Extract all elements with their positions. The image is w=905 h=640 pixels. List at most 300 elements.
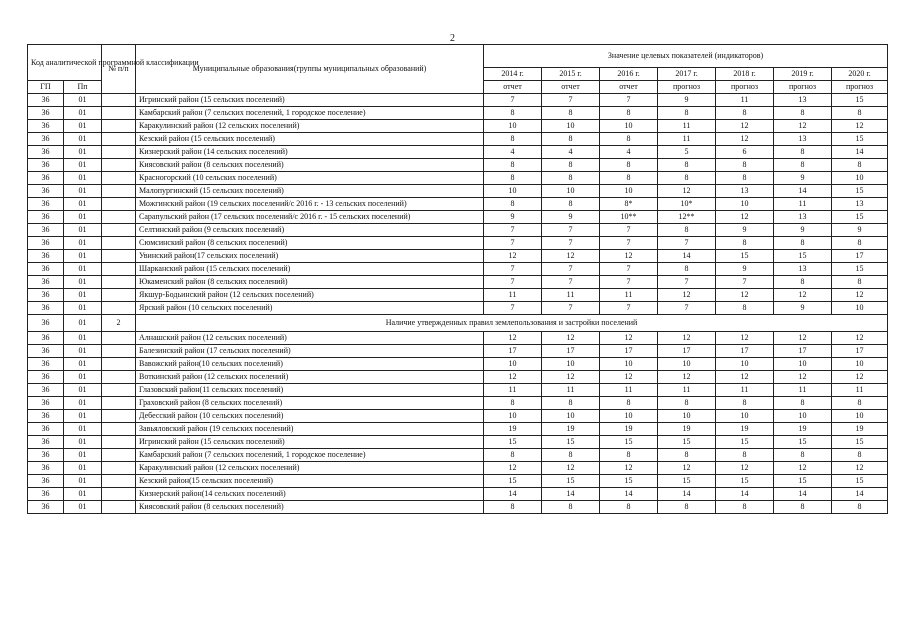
pp-code: 01 <box>64 224 102 237</box>
table-row <box>28 276 888 289</box>
row-number <box>102 475 136 488</box>
municipality-name: Алнашский район (12 сельских поселений) <box>136 332 484 345</box>
indicator-value: 12 <box>832 462 888 475</box>
table-row <box>28 397 888 410</box>
pp-code: 01 <box>64 475 102 488</box>
gp-code: 36 <box>28 146 64 159</box>
table-row <box>28 345 888 358</box>
row-number <box>102 237 136 250</box>
section-number: 2 <box>102 315 136 332</box>
indicator-value: 8 <box>484 133 542 146</box>
indicator-value: 19 <box>600 423 658 436</box>
gp-code: 36 <box>28 410 64 423</box>
indicator-value: 15 <box>542 436 600 449</box>
indicator-value: 19 <box>484 423 542 436</box>
gp-code: 36 <box>28 159 64 172</box>
gp-code: 36 <box>28 501 64 514</box>
table-row <box>28 289 888 302</box>
gp-code: 36 <box>28 263 64 276</box>
indicator-value: 15 <box>774 436 832 449</box>
municipality-name: Граховский район (8 сельских поселений) <box>136 397 484 410</box>
indicator-value: 8 <box>484 449 542 462</box>
indicator-value: 8 <box>600 397 658 410</box>
indicator-value: 12 <box>658 462 716 475</box>
indicator-value: 11 <box>484 289 542 302</box>
indicator-value: 7 <box>484 263 542 276</box>
indicator-value: 8 <box>832 276 888 289</box>
indicator-value: 17 <box>774 345 832 358</box>
indicator-value: 8 <box>484 397 542 410</box>
municipality-name: Завьяловский район (19 сельских поселений) <box>136 423 484 436</box>
indicator-value: 8 <box>658 449 716 462</box>
indicator-value: 12 <box>716 120 774 133</box>
indicator-value: 10 <box>600 185 658 198</box>
table-row <box>28 198 888 211</box>
indicator-value: 10 <box>600 410 658 423</box>
pp-code: 01 <box>64 397 102 410</box>
table-row <box>28 94 888 107</box>
year-header: 2019 г. <box>774 68 832 81</box>
indicator-value: 14 <box>542 488 600 501</box>
indicator-value: 8 <box>542 133 600 146</box>
municipality-name: Каракулинский район (12 сельских поселений) <box>136 120 484 133</box>
indicator-value: 10 <box>600 120 658 133</box>
gp-code: 36 <box>28 198 64 211</box>
indicator-value: 7 <box>716 276 774 289</box>
municipality-name: Юкаменский район (8 сельских поселений) <box>136 276 484 289</box>
indicator-value: 8 <box>774 146 832 159</box>
gp-header: ГП <box>28 81 64 94</box>
pp-code: 01 <box>64 237 102 250</box>
indicator-value: 8 <box>716 449 774 462</box>
indicator-value: 12 <box>658 371 716 384</box>
indicator-value: 7 <box>600 263 658 276</box>
indicator-value: 15 <box>832 263 888 276</box>
indicator-value: 11 <box>658 120 716 133</box>
municipality-name: Киясовский район (8 сельских поселений) <box>136 159 484 172</box>
pp-code: 01 <box>64 133 102 146</box>
municipality-name: Каракулинский район (12 сельских поселений) <box>136 462 484 475</box>
indicator-value: 8 <box>542 397 600 410</box>
indicator-value: 12 <box>774 462 832 475</box>
indicator-value: 4 <box>542 146 600 159</box>
indicator-value: 8 <box>542 449 600 462</box>
indicator-value: 15 <box>832 133 888 146</box>
gp-code: 36 <box>28 332 64 345</box>
municipality-name: Киясовский район (8 сельских поселений) <box>136 501 484 514</box>
indicator-value: 12 <box>542 371 600 384</box>
row-number <box>102 436 136 449</box>
municipality-name: Кезский район(15 сельских поселений) <box>136 475 484 488</box>
municipality-name: Селтинский район (9 сельских поселений) <box>136 224 484 237</box>
municipal-header: Муниципальные образования(группы муниципальных образований) <box>136 45 484 94</box>
gp-code: 36 <box>28 315 64 332</box>
indicator-value: 10 <box>542 358 600 371</box>
indicator-value: 7 <box>542 237 600 250</box>
indicator-value: 8 <box>600 107 658 120</box>
row-number <box>102 94 136 107</box>
row-number <box>102 397 136 410</box>
indicator-value: 14 <box>832 146 888 159</box>
pp-code: 01 <box>64 315 102 332</box>
indicator-value: 8 <box>484 198 542 211</box>
gp-code: 36 <box>28 384 64 397</box>
indicator-value: 7 <box>484 237 542 250</box>
indicator-value: 10 <box>484 410 542 423</box>
gp-code: 36 <box>28 371 64 384</box>
indicator-value: 11 <box>542 289 600 302</box>
indicator-value: 19 <box>774 423 832 436</box>
indicator-value: 7 <box>658 302 716 315</box>
indicator-value: 9 <box>484 211 542 224</box>
pp-code: 01 <box>64 384 102 397</box>
indicator-value: 10 <box>716 198 774 211</box>
pp-code: 01 <box>64 276 102 289</box>
indicator-value: 12 <box>774 120 832 133</box>
indicator-value: 8 <box>484 107 542 120</box>
municipality-name: Балезинский район (17 сельских поселений) <box>136 345 484 358</box>
indicator-value: 9 <box>774 172 832 185</box>
status-header: прогноз <box>832 81 888 94</box>
indicator-value: 7 <box>484 276 542 289</box>
indicator-value: 15 <box>600 475 658 488</box>
indicator-value: 19 <box>716 423 774 436</box>
indicator-value: 8 <box>658 501 716 514</box>
pp-code: 01 <box>64 120 102 133</box>
indicator-value: 12 <box>542 462 600 475</box>
code-header: Код аналитической программной классификации <box>28 45 102 81</box>
indicator-value: 9 <box>832 224 888 237</box>
indicator-value: 7 <box>658 237 716 250</box>
indicator-value: 8 <box>774 397 832 410</box>
indicator-value: 8 <box>716 237 774 250</box>
indicator-value: 8 <box>774 107 832 120</box>
row-number <box>102 423 136 436</box>
indicator-value: 8 <box>658 107 716 120</box>
indicator-value: 14 <box>832 488 888 501</box>
indicator-value: 12 <box>716 371 774 384</box>
indicator-value: 8 <box>658 263 716 276</box>
indicator-value: 10** <box>600 211 658 224</box>
indicator-value: 7 <box>600 302 658 315</box>
indicator-value: 12** <box>658 211 716 224</box>
municipality-name: Малопургинский (15 сельских поселений) <box>136 185 484 198</box>
indicator-value: 15 <box>716 436 774 449</box>
indicator-value: 12 <box>600 371 658 384</box>
pp-code: 01 <box>64 211 102 224</box>
table-row <box>28 120 888 133</box>
indicator-value: 15 <box>716 475 774 488</box>
indicator-value: 8 <box>832 501 888 514</box>
pp-code: 01 <box>64 462 102 475</box>
table-row <box>28 107 888 120</box>
indicator-value: 12 <box>600 462 658 475</box>
indicator-value: 8 <box>484 159 542 172</box>
indicator-value: 10 <box>832 172 888 185</box>
table-row <box>28 371 888 384</box>
indicator-value: 7 <box>484 94 542 107</box>
indicator-value: 12 <box>484 371 542 384</box>
municipality-name: Вавожский район(10 сельских поселений) <box>136 358 484 371</box>
table-row <box>28 172 888 185</box>
gp-code: 36 <box>28 211 64 224</box>
indicator-value: 8 <box>542 172 600 185</box>
indicator-value: 13 <box>774 211 832 224</box>
row-number <box>102 185 136 198</box>
indicator-value: 8 <box>658 397 716 410</box>
pp-code: 01 <box>64 302 102 315</box>
indicator-value: 8 <box>832 159 888 172</box>
indicator-value: 7 <box>658 276 716 289</box>
gp-code: 36 <box>28 276 64 289</box>
pp-code: 01 <box>64 410 102 423</box>
pp-code: 01 <box>64 423 102 436</box>
indicator-value: 8 <box>600 172 658 185</box>
pp-code: 01 <box>64 250 102 263</box>
year-header: 2015 г. <box>542 68 600 81</box>
indicator-value: 15 <box>600 436 658 449</box>
indicator-value: 17 <box>484 345 542 358</box>
indicator-value: 5 <box>658 146 716 159</box>
gp-code: 36 <box>28 358 64 371</box>
table-row <box>28 436 888 449</box>
indicator-value: 12 <box>658 332 716 345</box>
row-number <box>102 250 136 263</box>
pp-code: 01 <box>64 345 102 358</box>
row-number <box>102 263 136 276</box>
municipality-name: Глазовский район(11 сельских поселений) <box>136 384 484 397</box>
pp-code: 01 <box>64 358 102 371</box>
indicator-value: 12 <box>658 185 716 198</box>
indicator-value: 8 <box>716 397 774 410</box>
indicator-value: 7 <box>484 224 542 237</box>
indicator-value: 8 <box>600 449 658 462</box>
indicator-value: 19 <box>832 423 888 436</box>
gp-code: 36 <box>28 250 64 263</box>
indicator-value: 10 <box>832 302 888 315</box>
indicator-value: 13 <box>774 94 832 107</box>
indicator-value: 10 <box>542 120 600 133</box>
indicator-value: 11 <box>716 384 774 397</box>
indicator-value: 13 <box>774 133 832 146</box>
indicators-table <box>27 44 888 514</box>
indicator-value: 14 <box>774 488 832 501</box>
indicator-value: 9 <box>542 211 600 224</box>
indicator-value: 10 <box>542 185 600 198</box>
gp-code: 36 <box>28 462 64 475</box>
table-row <box>28 211 888 224</box>
indicator-value: 9 <box>658 94 716 107</box>
table-row <box>28 159 888 172</box>
indicator-value: 12 <box>716 289 774 302</box>
row-number <box>102 120 136 133</box>
indicator-value: 8 <box>542 198 600 211</box>
indicator-value: 10 <box>484 358 542 371</box>
gp-code: 36 <box>28 172 64 185</box>
gp-code: 36 <box>28 133 64 146</box>
indicator-value: 12 <box>832 332 888 345</box>
gp-code: 36 <box>28 302 64 315</box>
municipality-name: Кезский район (15 сельских поселений) <box>136 133 484 146</box>
pp-code: 01 <box>64 198 102 211</box>
indicator-value: 11 <box>542 384 600 397</box>
indicator-value: 8 <box>600 133 658 146</box>
pp-code: 01 <box>64 185 102 198</box>
indicator-value: 12 <box>600 332 658 345</box>
indicator-value: 17 <box>542 345 600 358</box>
indicator-value: 15 <box>484 475 542 488</box>
indicator-value: 10 <box>658 358 716 371</box>
section-title: Наличие утвержденных правил землепользования и застройки поселений <box>136 315 888 332</box>
municipality-name: Увинский район(17 сельских поселений) <box>136 250 484 263</box>
year-header: 2016 г. <box>600 68 658 81</box>
indicator-value: 19 <box>658 423 716 436</box>
table-row <box>28 133 888 146</box>
indicator-value: 4 <box>484 146 542 159</box>
pp-code: 01 <box>64 107 102 120</box>
pp-code: 01 <box>64 371 102 384</box>
row-number <box>102 410 136 423</box>
indicator-value: 15 <box>832 211 888 224</box>
table-row <box>28 185 888 198</box>
indicator-value: 12 <box>832 120 888 133</box>
indicator-value: 12 <box>716 211 774 224</box>
table-row <box>28 358 888 371</box>
indicator-value: 12 <box>774 332 832 345</box>
indicator-value: 6 <box>716 146 774 159</box>
pp-code: 01 <box>64 263 102 276</box>
table-row <box>28 302 888 315</box>
indicator-value: 15 <box>484 436 542 449</box>
gp-code: 36 <box>28 185 64 198</box>
indicator-value: 8 <box>716 302 774 315</box>
year-header: 2018 г. <box>716 68 774 81</box>
table-row <box>28 146 888 159</box>
municipality-name: Дебесский район (10 сельских поселений) <box>136 410 484 423</box>
indicator-value: 8 <box>658 159 716 172</box>
indicator-value: 11 <box>484 384 542 397</box>
table-row <box>28 263 888 276</box>
pp-code: 01 <box>64 332 102 345</box>
municipality-name: Кизнерский район(14 сельских поселений) <box>136 488 484 501</box>
indicator-value: 13 <box>716 185 774 198</box>
indicator-value: 14 <box>658 488 716 501</box>
indicator-value: 17 <box>600 345 658 358</box>
indicator-value: 8 <box>774 501 832 514</box>
indicator-value: 12 <box>716 462 774 475</box>
row-number <box>102 302 136 315</box>
section-row <box>28 315 888 332</box>
status-header: прогноз <box>774 81 832 94</box>
indicator-value: 10 <box>542 410 600 423</box>
indicator-value: 14 <box>658 250 716 263</box>
indicator-value: 8 <box>542 107 600 120</box>
indicator-value: 7 <box>484 302 542 315</box>
gp-code: 36 <box>28 107 64 120</box>
indicator-value: 9 <box>716 263 774 276</box>
gp-code: 36 <box>28 449 64 462</box>
row-number <box>102 159 136 172</box>
pp-code: 01 <box>64 289 102 302</box>
indicator-value: 7 <box>600 224 658 237</box>
indicator-value: 11 <box>600 384 658 397</box>
indicator-value: 15 <box>774 250 832 263</box>
table-row <box>28 237 888 250</box>
table-row <box>28 501 888 514</box>
gp-code: 36 <box>28 475 64 488</box>
indicator-value: 12 <box>542 332 600 345</box>
pp-code: 01 <box>64 172 102 185</box>
indicator-value: 11 <box>832 384 888 397</box>
pp-code: 01 <box>64 488 102 501</box>
indicator-value: 11 <box>658 133 716 146</box>
table-row <box>28 423 888 436</box>
indicator-value: 17 <box>658 345 716 358</box>
indicator-value: 10 <box>600 358 658 371</box>
pp-code: 01 <box>64 501 102 514</box>
indicator-value: 8 <box>716 501 774 514</box>
row-number <box>102 462 136 475</box>
indicator-value: 7 <box>542 94 600 107</box>
indicator-value: 12 <box>484 462 542 475</box>
indicator-value: 12 <box>716 332 774 345</box>
pp-header: Пп <box>64 81 102 94</box>
table-row <box>28 449 888 462</box>
table-row <box>28 475 888 488</box>
indicator-value: 7 <box>600 94 658 107</box>
row-number <box>102 146 136 159</box>
table-row <box>28 332 888 345</box>
gp-code: 36 <box>28 345 64 358</box>
indicator-value: 7 <box>542 224 600 237</box>
indicator-value: 7 <box>542 302 600 315</box>
row-number <box>102 345 136 358</box>
indicator-value: 7 <box>542 276 600 289</box>
municipality-name: Якшур-Бодьинский район (12 сельских поселений) <box>136 289 484 302</box>
indicator-value: 15 <box>832 94 888 107</box>
gp-code: 36 <box>28 224 64 237</box>
indicator-value: 8 <box>542 501 600 514</box>
pp-code: 01 <box>64 436 102 449</box>
pp-code: 01 <box>64 146 102 159</box>
municipality-name: Игринский район (15 сельских поселений) <box>136 436 484 449</box>
number-header: № п/п <box>102 45 136 94</box>
municipality-name: Сюмсинский район (8 сельских поселений) <box>136 237 484 250</box>
indicator-value: 8 <box>832 107 888 120</box>
indicator-value: 15 <box>658 436 716 449</box>
municipality-name: Ярский район (10 сельских поселений) <box>136 302 484 315</box>
row-number <box>102 172 136 185</box>
year-header: 2017 г. <box>658 68 716 81</box>
municipality-name: Красногорский (10 сельских поселений) <box>136 172 484 185</box>
pp-code: 01 <box>64 94 102 107</box>
indicator-value: 17 <box>832 345 888 358</box>
gp-code: 36 <box>28 120 64 133</box>
row-number <box>102 211 136 224</box>
status-header: отчет <box>542 81 600 94</box>
indicator-value: 10 <box>716 410 774 423</box>
indicator-value: 11 <box>716 94 774 107</box>
indicator-value: 12 <box>832 289 888 302</box>
indicator-value: 14 <box>600 488 658 501</box>
indicator-value: 8 <box>774 159 832 172</box>
municipality-name: Камбарский район (7 сельских поселений, 1 городское поселение) <box>136 107 484 120</box>
table-row <box>28 410 888 423</box>
indicator-value: 15 <box>832 475 888 488</box>
indicator-value: 8* <box>600 198 658 211</box>
municipality-name: Кизнерский район (14 сельских поселений) <box>136 146 484 159</box>
indicator-value: 8 <box>774 449 832 462</box>
